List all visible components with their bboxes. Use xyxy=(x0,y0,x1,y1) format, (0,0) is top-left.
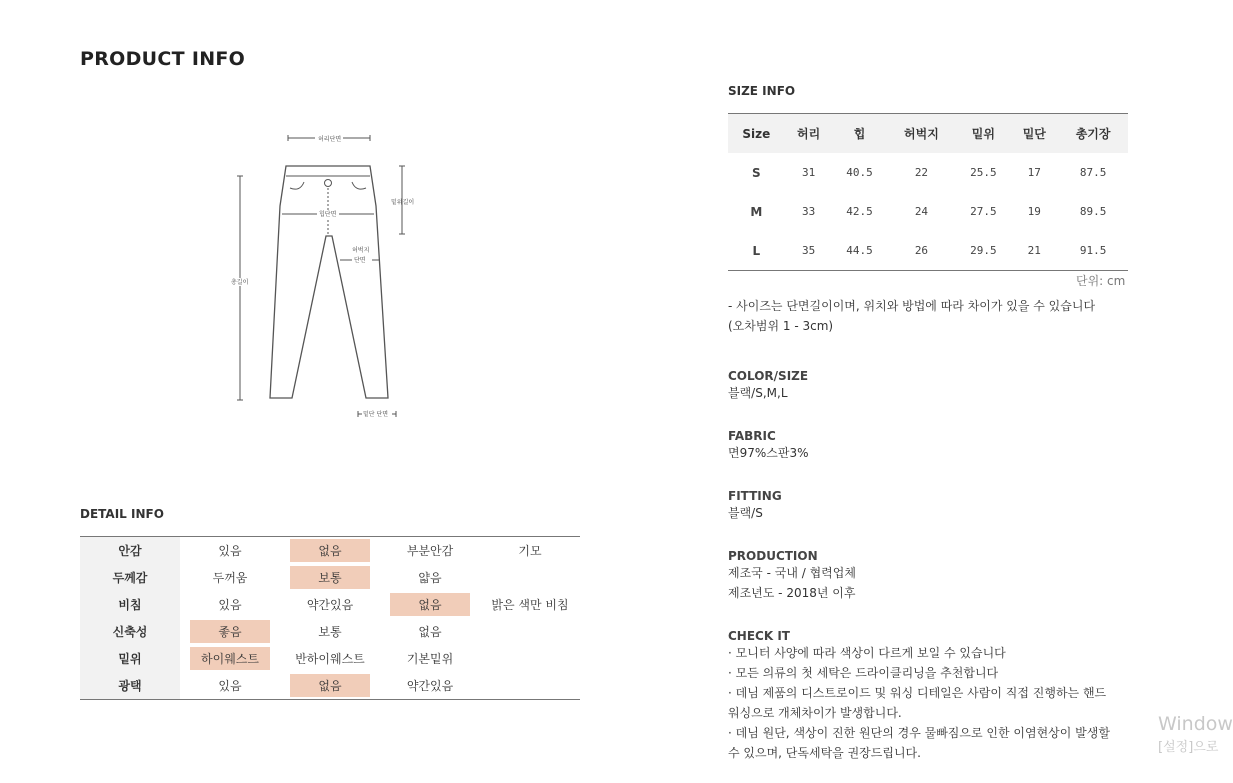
check-it-line: · 데님 원단, 색상이 진한 원단의 경우 물빠짐으로 인한 이염현상이 발생할 xyxy=(728,726,1110,740)
detail-cell-text xyxy=(490,629,570,635)
check-it-section xyxy=(728,629,1148,763)
detail-cell xyxy=(380,618,480,645)
detail-cell xyxy=(380,645,480,672)
detail-cell xyxy=(480,564,580,591)
detail-cell xyxy=(280,618,380,645)
size-value-cell: 31 xyxy=(801,166,816,179)
detail-cell-text: 없음 xyxy=(418,625,442,639)
detail-cell-text: 기본밑위 xyxy=(406,652,454,666)
label-hip: 힙단면 xyxy=(319,211,337,218)
check-it-line: · 데님 제품의 디스트로이드 및 워싱 디테일은 사람이 직접 진행하는 핸드 xyxy=(728,686,1107,700)
size-value-cell: 33 xyxy=(801,205,816,218)
detail-row-head: 광택 xyxy=(80,672,180,699)
detail-cell-text: 약간있음 xyxy=(406,679,454,693)
fabric-section xyxy=(728,429,809,463)
detail-cell-text: 얇음 xyxy=(418,571,442,585)
label-thigh: 허벅지 xyxy=(352,247,370,254)
check-it-line: · 모니터 사양에 따라 색상이 다르게 보일 수 있습니다 xyxy=(728,646,1006,660)
size-value-cell: 19 xyxy=(1027,205,1041,218)
fitting-label: FITTING xyxy=(728,489,782,503)
table-row xyxy=(728,231,1128,271)
detail-row-head: 두께감 xyxy=(80,564,180,591)
detail-cell-text xyxy=(490,656,570,662)
detail-cell-text: 있음 xyxy=(218,679,242,693)
detail-cell xyxy=(480,618,580,645)
label-waist: 허리단면 xyxy=(318,136,342,143)
production-section xyxy=(728,549,856,603)
detail-cell xyxy=(380,537,480,564)
size-value-cell: 42.5 xyxy=(846,205,873,218)
table-row xyxy=(728,153,1128,192)
detail-cell-text: 있음 xyxy=(218,544,242,558)
color-size-section xyxy=(728,369,808,403)
detail-cell-text: 없음 xyxy=(290,539,370,562)
size-value-cell: 24 xyxy=(914,205,929,218)
size-table xyxy=(728,113,1128,271)
size-value-cell: 25.5 xyxy=(970,166,997,179)
size-value-cell: 26 xyxy=(887,231,957,271)
size-value-cell: 44.5 xyxy=(832,231,886,271)
size-value-cell: 22 xyxy=(914,166,929,179)
fabric-value: 면97%스판3% xyxy=(728,446,809,460)
detail-cell-text: 있음 xyxy=(218,598,242,612)
detail-cell-text: 보통 xyxy=(290,566,370,589)
detail-cell-selected xyxy=(380,591,480,618)
unit-label: 단위: cm xyxy=(1076,274,1126,288)
detail-cell-text: 약간있음 xyxy=(306,598,354,612)
fabric-label: FABRIC xyxy=(728,429,776,443)
fitting-section xyxy=(728,489,782,523)
detail-cell-text: 좋음 xyxy=(190,620,270,643)
detail-cell xyxy=(480,591,580,618)
detail-cell-text: 밝은 색만 비침 xyxy=(491,598,569,612)
detail-cell-text xyxy=(490,683,570,689)
detail-cell xyxy=(180,564,280,591)
size-header-cell: 허벅지 xyxy=(887,114,957,154)
watermark-line2: [설정]으로 xyxy=(1158,740,1219,755)
detail-cell-selected xyxy=(280,672,380,699)
size-name-cell: M xyxy=(750,204,763,219)
color-size-label: COLOR/SIZE xyxy=(728,369,809,383)
size-info-label: SIZE INFO xyxy=(728,84,796,98)
detail-cell-text: 보통 xyxy=(318,625,342,639)
detail-row xyxy=(80,645,580,672)
production-label: PRODUCTION xyxy=(728,549,818,563)
detail-info-table xyxy=(80,536,580,700)
detail-row xyxy=(80,537,580,564)
detail-row xyxy=(80,564,580,591)
size-value-cell: 17 xyxy=(1027,166,1041,179)
size-value-cell: 35 xyxy=(785,231,833,271)
production-line1: 제조국 - 국내 / 협력업체 xyxy=(728,566,856,580)
label-rise: 밑위길이 xyxy=(391,199,415,206)
detail-cell-selected xyxy=(280,537,380,564)
watermark-line1: Window xyxy=(1158,713,1233,735)
label-thigh2: 단면 xyxy=(354,257,366,264)
detail-cell-selected xyxy=(280,564,380,591)
size-value-cell: 91.5 xyxy=(1058,231,1128,271)
detail-cell-text: 없음 xyxy=(390,593,470,616)
size-note-line2: (오차범위 1 - 3cm) xyxy=(728,319,834,333)
size-value-cell: 87.5 xyxy=(1079,166,1107,179)
windows-activation-watermark xyxy=(1158,712,1233,760)
detail-row xyxy=(80,618,580,645)
size-value-cell: 27.5 xyxy=(970,205,997,218)
detail-cell xyxy=(380,672,480,699)
detail-cell xyxy=(280,591,380,618)
size-header-cell: 허리 xyxy=(785,114,833,154)
size-value-cell: 89.5 xyxy=(1079,205,1107,218)
detail-cell xyxy=(480,537,580,564)
size-header-cell: Size xyxy=(728,114,785,154)
size-header-cell: 힙 xyxy=(832,114,886,154)
production-line2: 제조년도 - 2018년 이후 xyxy=(728,586,856,600)
pants-size-diagram xyxy=(220,126,420,426)
detail-cell-selected xyxy=(180,645,280,672)
detail-cell-text xyxy=(490,575,570,581)
check-it-line: 워싱으로 개체차이가 발생합니다. xyxy=(728,706,902,720)
detail-row xyxy=(80,591,580,618)
detail-cell xyxy=(180,537,280,564)
fitting-value: 블랙/S xyxy=(728,506,763,520)
check-it-line: · 모든 의류의 첫 세탁은 드라이클리닝을 추천합니다 xyxy=(728,666,999,680)
check-it-line: 수 있으며, 단독세탁을 권장드립니다. xyxy=(728,746,921,760)
color-size-value: 블랙/S,M,L xyxy=(728,386,788,400)
detail-cell xyxy=(380,564,480,591)
size-header-cell: 밑위 xyxy=(956,114,1010,154)
size-note xyxy=(728,296,1095,336)
check-it-label: CHECK IT xyxy=(728,629,790,643)
detail-cell-text: 두꺼움 xyxy=(212,571,248,585)
size-value-cell: 29.5 xyxy=(956,231,1010,271)
detail-cell xyxy=(180,672,280,699)
detail-cell xyxy=(180,591,280,618)
detail-row-head: 안감 xyxy=(80,537,180,564)
detail-cell xyxy=(280,645,380,672)
size-name-cell: L xyxy=(728,231,785,271)
label-hem: 밑단 단면 xyxy=(363,411,389,418)
size-value-cell: 40.5 xyxy=(846,166,873,179)
table-row xyxy=(728,192,1128,231)
size-header-cell: 밑단 xyxy=(1010,114,1058,154)
detail-row-head: 비침 xyxy=(80,591,180,618)
detail-cell-selected xyxy=(180,618,280,645)
page-title: PRODUCT INFO xyxy=(80,48,246,70)
detail-cell-text: 반하이웨스트 xyxy=(295,652,365,666)
detail-info-label: DETAIL INFO xyxy=(80,507,164,521)
detail-cell-text: 없음 xyxy=(290,674,370,697)
detail-cell-text: 부분안감 xyxy=(406,544,454,558)
size-note-line1: - 사이즈는 단면길이이며, 위치와 방법에 따라 차이가 있을 수 있습니다 xyxy=(728,299,1096,313)
size-value-cell: 21 xyxy=(1010,231,1058,271)
detail-cell-text: 기모 xyxy=(518,544,542,558)
detail-row xyxy=(80,672,580,699)
detail-cell xyxy=(480,645,580,672)
detail-cell-text: 하이웨스트 xyxy=(190,647,270,670)
detail-row-head: 신축성 xyxy=(80,618,180,645)
detail-row-head: 밑위 xyxy=(80,645,180,672)
size-header-cell: 총기장 xyxy=(1058,114,1128,154)
label-length: 총길이 xyxy=(231,279,249,286)
detail-cell xyxy=(480,672,580,699)
size-name-cell: S xyxy=(752,165,761,180)
